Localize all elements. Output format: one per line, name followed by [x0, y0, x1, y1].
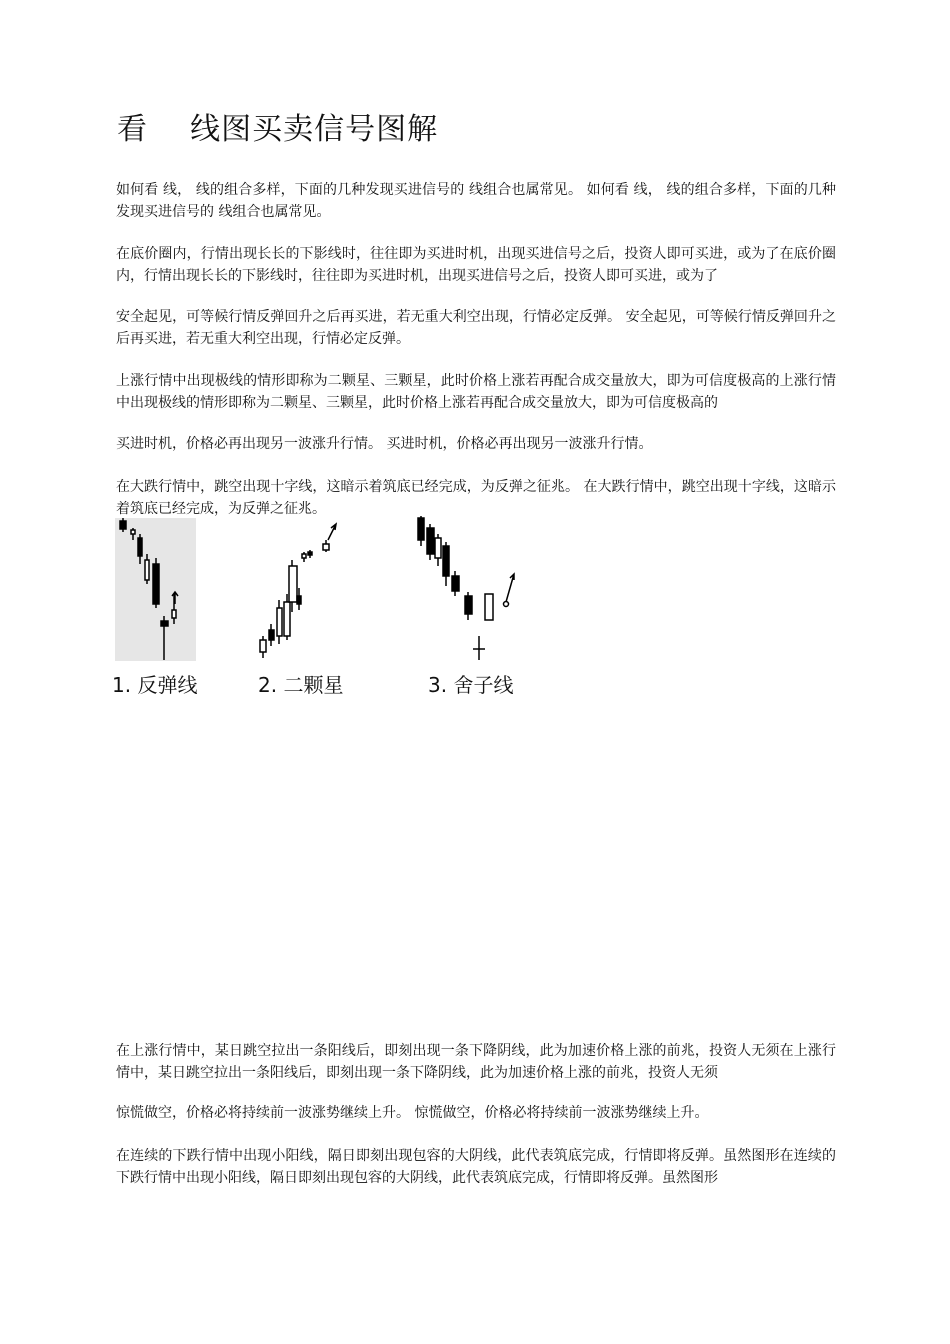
page-title: 看 线图买卖信号图解 [117, 112, 439, 147]
candle [443, 546, 449, 576]
candle [435, 538, 441, 558]
candle [153, 564, 159, 604]
paragraph-no-panic: 惊慌做空，价格必将持续前一波涨势继续上升。 惊慌做空，价格必将持续前一波涨势继续上升。 [116, 1105, 709, 1121]
abandoned-baby-candles [418, 516, 509, 660]
candle [145, 560, 149, 580]
candle [308, 552, 312, 555]
label-two-stars: 2. 二颗星 [258, 673, 344, 697]
candle [172, 610, 176, 618]
label-rebound-line: 1. 反弹线 [112, 673, 198, 697]
candle [269, 630, 274, 640]
candle [277, 608, 282, 636]
paragraph-long-shadow: 在底价圈内，行情出现长长的下影线时，往往即为买进时机，出现买进信号之后，投资人即可买进，或为了在底价圈内，行情出现长长的下影线时，往往即为买进时机，出现买进信号之后，投资人即可买进，或为了 [116, 246, 836, 284]
candle [284, 602, 290, 636]
paragraph-safety: 安全起见，可等候行情反弹回升之后再买进，若无重大利空出现，行情必定反弹。 安全起见，可等候行情反弹回升之后再买进，若无重大利空出现，行情必定反弹。 [116, 309, 836, 347]
label-abandoned-baby: 3. 舍子线 [428, 673, 514, 697]
candle [138, 538, 142, 556]
paragraph-intro: 如何看 线， 线的组合多样，下面的几种发现买进信号的 线组合也属常见。 如何看 线， 线的组合多样，下面的几种发现买进信号的 线组合也属常见。 [116, 182, 836, 220]
candle [418, 518, 424, 540]
paragraph-buy-timing: 买进时机，价格必再出现另一波涨升行情。 买进时机，价格必再出现另一波涨升行情。 [116, 436, 653, 452]
paragraph-doji-gap: 在大跌行情中，跳空出现十字线，这暗示着筑底已经完成，为反弹之征兆。 在大跌行情中，跳空出现十字线，这暗示着筑底已经完成，为反弹之征兆。 [116, 479, 836, 517]
candle [131, 530, 135, 534]
paragraph-engulfing: 在连续的下跌行情中出现小阳线，隔日即刻出现包容的大阴线，此代表筑底完成，行情即将反弹。虽然图形在连续的下跌行情中出现小阳线，隔日即刻出现包容的大阴线，此代表筑底完成，行情即将反弹。虽然图形 [116, 1148, 836, 1186]
candle [504, 602, 509, 607]
candle [427, 528, 434, 554]
two-stars-arrow [328, 524, 336, 540]
candle [120, 521, 126, 529]
candle [485, 594, 493, 620]
paragraph-gap-up: 在上涨行情中，某日跳空拉出一条阳线后，即刻出现一条下降阴线，此为加速价格上涨的前兆，投资人无须在上涨行情中，某日跳空拉出一条阳线后，即刻出现一条下降阴线，此为加速价格上涨的前兆，投资人无须 [116, 1043, 836, 1081]
candle [297, 596, 301, 604]
candle [302, 554, 306, 558]
candle [161, 621, 168, 626]
two-stars-candles [260, 540, 329, 658]
candle [260, 640, 266, 652]
candle [289, 566, 297, 602]
abandoned-baby-arrow [506, 574, 514, 602]
paragraph-two-stars: 上涨行情中出现极线的情形即称为二颗星、三颗星，此时价格上涨若再配合成交量放大，即为可信度极高的上涨行情中出现极线的情形即称为二颗星、三颗星，此时价格上涨若再配合成交量放大，即为可信度极高的 [116, 373, 836, 411]
candle [465, 596, 472, 614]
candle [452, 576, 459, 591]
candle [323, 544, 329, 550]
candlestick-svg [112, 516, 532, 666]
